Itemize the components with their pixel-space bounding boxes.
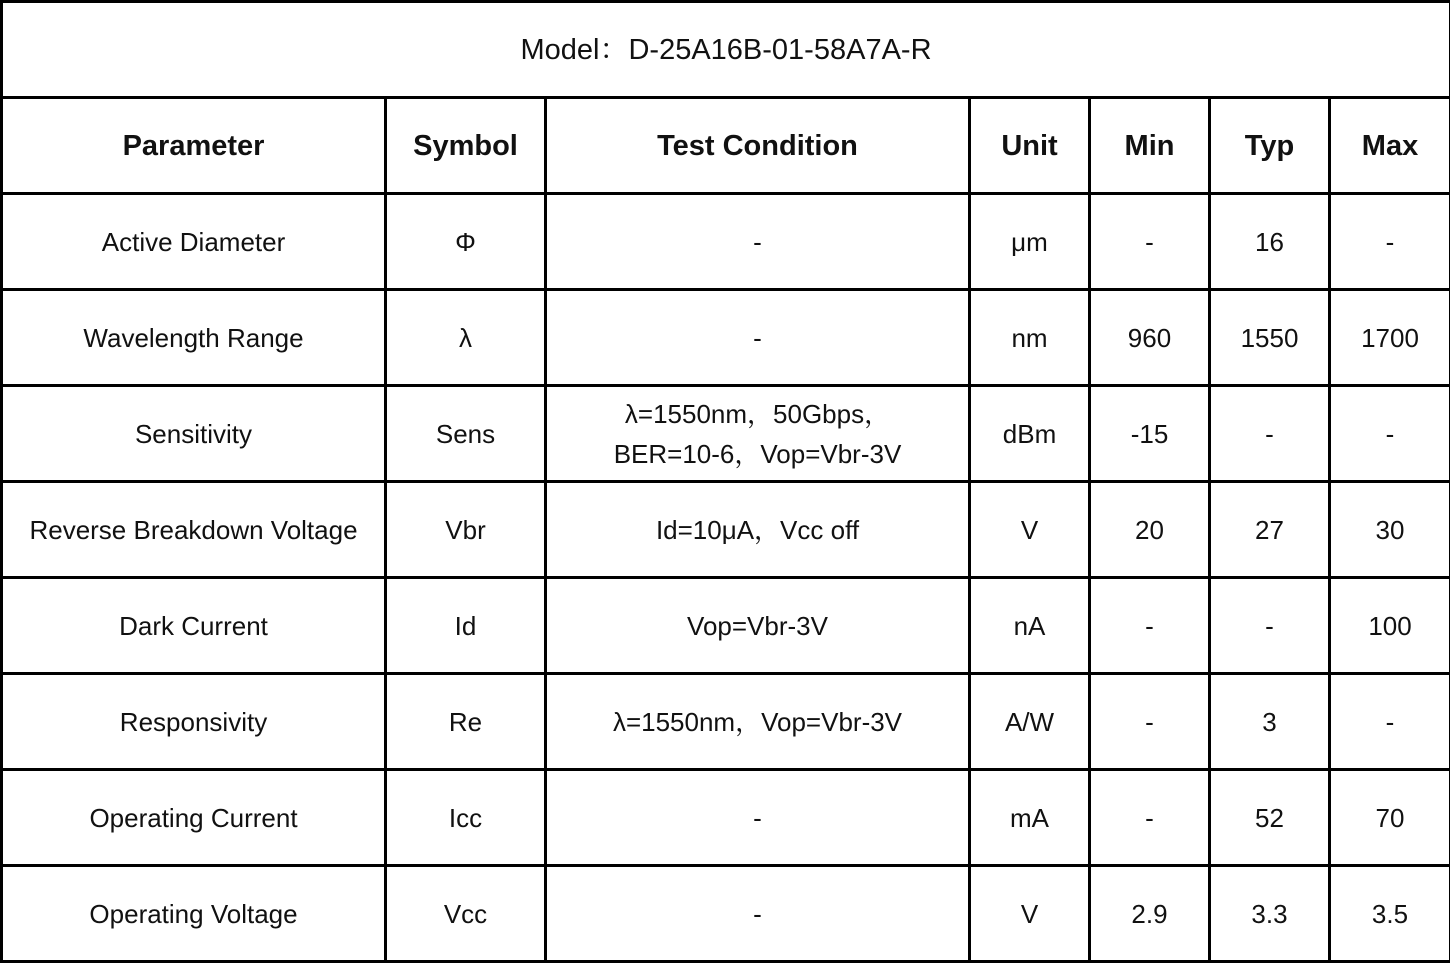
test-condition-line: -	[553, 318, 962, 358]
table-row	[2, 386, 1450, 482]
parameter-cell: Reverse Breakdown Voltage	[2, 482, 386, 578]
test-condition-line: -	[553, 894, 962, 934]
max-cell: -	[1330, 386, 1450, 482]
symbol-cell: Id	[386, 578, 546, 674]
test-condition-line: λ=1550nm，50Gbps，	[553, 394, 962, 434]
table-row	[2, 674, 1450, 770]
min-cell: -15	[1090, 386, 1210, 482]
test-condition-cell	[546, 290, 970, 386]
test-condition-cell	[546, 482, 970, 578]
test-condition-cell	[546, 194, 970, 290]
test-condition-line: Vop=Vbr-3V	[553, 606, 962, 646]
symbol-cell: Φ	[386, 194, 546, 290]
symbol-cell: Re	[386, 674, 546, 770]
typ-cell: -	[1210, 578, 1330, 674]
table-row	[2, 578, 1450, 674]
table-row	[2, 194, 1450, 290]
test-condition-cell	[546, 578, 970, 674]
table-row	[2, 290, 1450, 386]
test-condition-line: -	[553, 798, 962, 838]
unit-cell: dBm	[970, 386, 1090, 482]
symbol-cell: λ	[386, 290, 546, 386]
max-cell: 1700	[1330, 290, 1450, 386]
typ-cell: 3.3	[1210, 866, 1330, 962]
header-parameter: Parameter	[2, 98, 386, 194]
symbol-cell: Sens	[386, 386, 546, 482]
min-cell: -	[1090, 674, 1210, 770]
unit-cell: nA	[970, 578, 1090, 674]
title-row	[2, 2, 1450, 98]
typ-cell: 1550	[1210, 290, 1330, 386]
test-condition-line: BER=10-6，Vop=Vbr-3V	[553, 434, 962, 474]
table-row	[2, 482, 1450, 578]
max-cell: 30	[1330, 482, 1450, 578]
symbol-cell: Icc	[386, 770, 546, 866]
max-cell: -	[1330, 194, 1450, 290]
typ-cell: -	[1210, 386, 1330, 482]
max-cell: -	[1330, 674, 1450, 770]
max-cell: 100	[1330, 578, 1450, 674]
table-row	[2, 866, 1450, 962]
test-condition-line: λ=1550nm，Vop=Vbr-3V	[553, 702, 962, 742]
header-row	[2, 98, 1450, 194]
min-cell: 20	[1090, 482, 1210, 578]
unit-cell: μm	[970, 194, 1090, 290]
test-condition-cell	[546, 674, 970, 770]
min-cell: -	[1090, 578, 1210, 674]
parameter-cell: Wavelength Range	[2, 290, 386, 386]
parameter-cell: Responsivity	[2, 674, 386, 770]
table-row	[2, 770, 1450, 866]
test-condition-line: -	[553, 222, 962, 262]
header-typ: Typ	[1210, 98, 1330, 194]
unit-cell: A/W	[970, 674, 1090, 770]
min-cell: 960	[1090, 290, 1210, 386]
parameter-cell: Active Diameter	[2, 194, 386, 290]
header-symbol: Symbol	[386, 98, 546, 194]
typ-cell: 52	[1210, 770, 1330, 866]
header-max: Max	[1330, 98, 1450, 194]
test-condition-cell	[546, 770, 970, 866]
min-cell: -	[1090, 194, 1210, 290]
parameter-cell: Operating Current	[2, 770, 386, 866]
model-title: Model：D-25A16B-01-58A7A-R	[2, 2, 1450, 98]
unit-cell: V	[970, 866, 1090, 962]
typ-cell: 3	[1210, 674, 1330, 770]
header-min: Min	[1090, 98, 1210, 194]
min-cell: 2.9	[1090, 866, 1210, 962]
header-unit: Unit	[970, 98, 1090, 194]
test-condition-line: Id=10μA，Vcc off	[553, 510, 962, 550]
symbol-cell: Vcc	[386, 866, 546, 962]
unit-cell: mA	[970, 770, 1090, 866]
header-test-condition: Test Condition	[546, 98, 970, 194]
unit-cell: V	[970, 482, 1090, 578]
unit-cell: nm	[970, 290, 1090, 386]
table-body	[2, 194, 1450, 962]
test-condition-cell	[546, 866, 970, 962]
typ-cell: 27	[1210, 482, 1330, 578]
max-cell: 70	[1330, 770, 1450, 866]
parameter-cell: Operating Voltage	[2, 866, 386, 962]
test-condition-cell	[546, 386, 970, 482]
max-cell: 3.5	[1330, 866, 1450, 962]
parameter-cell: Dark Current	[2, 578, 386, 674]
symbol-cell: Vbr	[386, 482, 546, 578]
min-cell: -	[1090, 770, 1210, 866]
typ-cell: 16	[1210, 194, 1330, 290]
parameter-cell: Sensitivity	[2, 386, 386, 482]
